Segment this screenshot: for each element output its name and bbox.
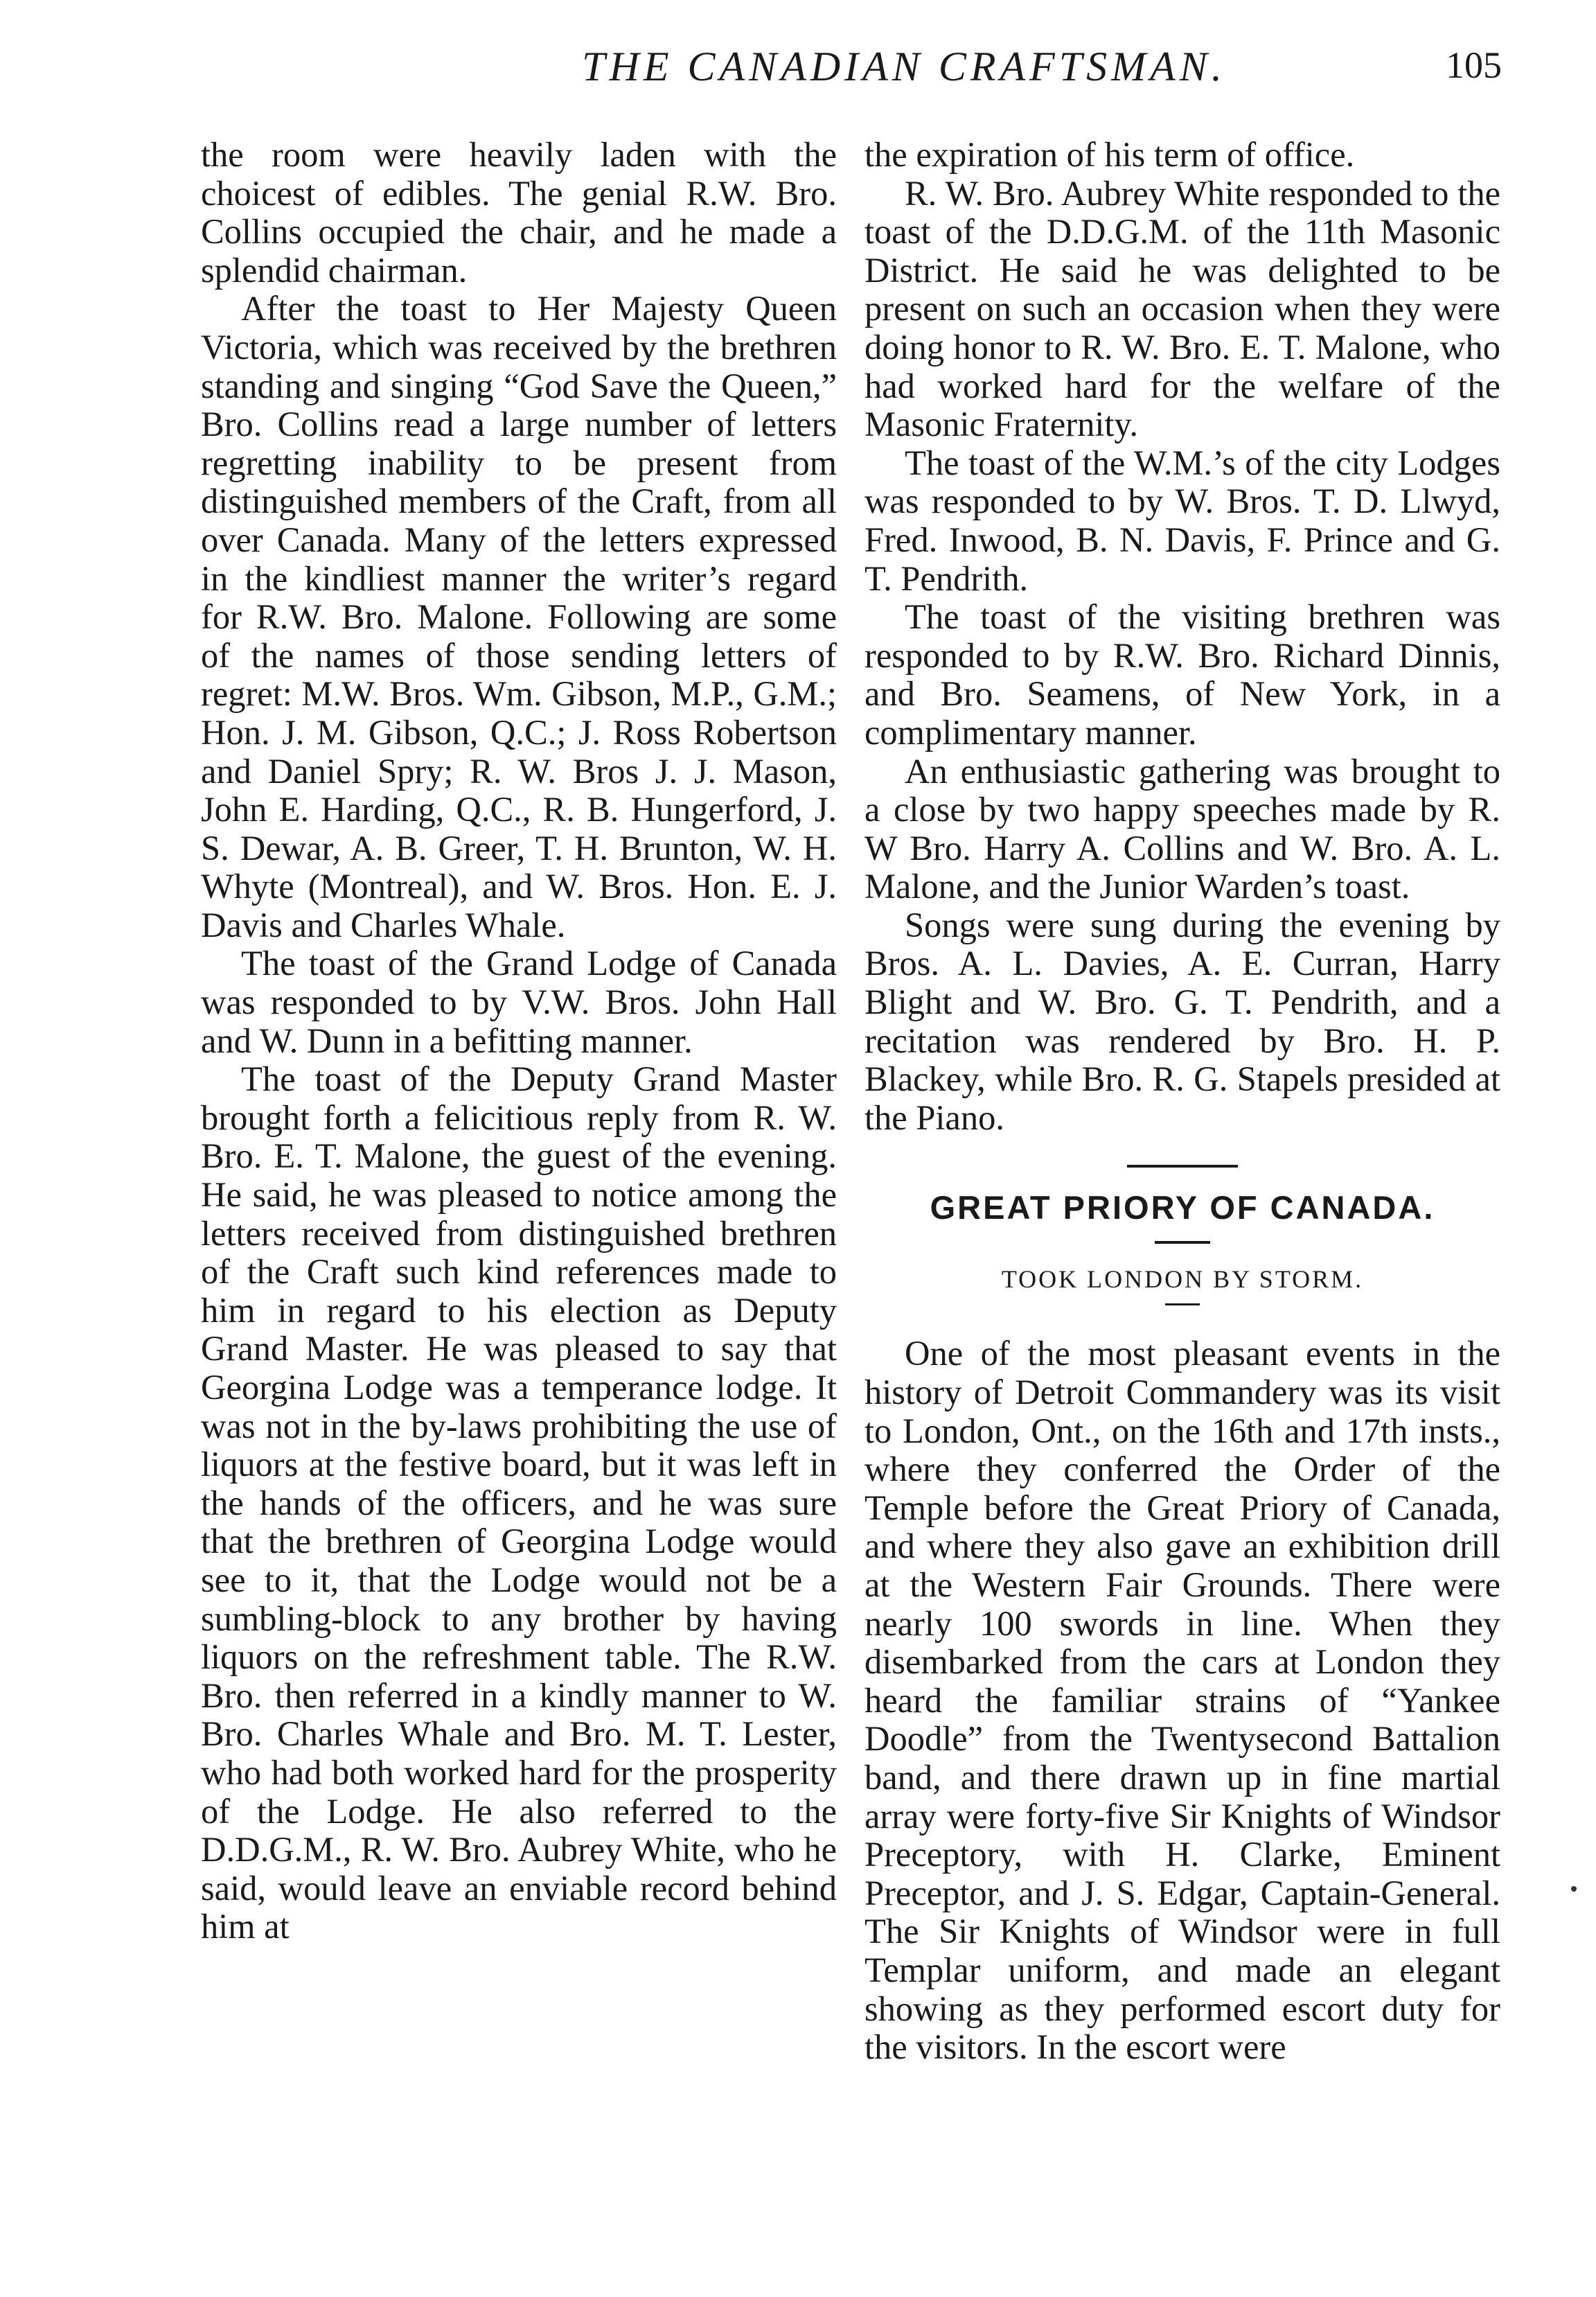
paragraph: After the toast to Her Majesty Queen Victoria, which was received by the brethren standing and singing “God Save the Queen,” Bro. Collins read a large number of letters regretting inability to be present from distinguished members of the Craft, from all over Canada. Many of the letters expressed in the kindliest manner the writer’s regard for R.W. Bro. Malone. Following are some of the names of those sending letters of regret: M.W. Bros. Wm. Gibson, M.P., G.M.; Hon. J. M. Gibson, Q.C.; J. Ross Robertson and Daniel Spry; R. W. Bros J. J. Mason, John E. Harding, Q.C., R. B. Hungerford, J. S. Dewar, A. B. Greer, T. H. Brunton, W. H. Whyte (Montreal), and W. Bros. Hon. E. J. Davis and Charles Whale.	[201, 289, 837, 944]
ink-dot	[1571, 1886, 1577, 1892]
paragraph: the expiration of his term of office.	[864, 135, 1355, 174]
paragraph: Songs were sung during the evening by Bros. A. L. Davies, A. E. Curran, Harry Blight and W. Bro. G. T. Pendrith, and a recitation was rendered by Bro. H. P. Blackey, while Bro. R. G. Stapels presided at the Piano.	[864, 905, 1500, 1137]
section-title: GREAT PRIORY OF CANADA.	[930, 1189, 1435, 1226]
subtitle: TOOK LONDON BY STORM.	[1001, 1265, 1364, 1294]
paragraph: R. W. Bro. Aubrey White responded to the toast of the D.D.G.M. of the 11th Masonic District. He said he was delighted to be present on such an occasion when they were doing honor to R. W. Bro. E. T. Malone, who had worked hard for the welfare of the Masonic Fraternity.	[864, 173, 1500, 444]
paragraph: The toast of the visiting brethren was responded to by R.W. Bro. Richard Dinnis, and Bro. Seamens, of New York, in a complimentary manner.	[864, 597, 1500, 752]
page-header	[0, 0, 1596, 125]
paragraph: The toast of the Deputy Grand Master brought forth a felicitious reply from R. W. Bro. E. T. Malone, the guest of the evening. He said, he was pleased to notice among the letters received from distinguished brethren of the Craft such kind references made to him in regard to his election as Deputy Grand Master. He was pleased to say that Georgina Lodge was a temperance lodge. It was not in the by-laws prohibiting the use of liquors at the festive board, but it was left in the hands of the officers, and he was sure that the brethren of Georgina Lodge would see to it, that the Lodge would not be a sumbling-block to any brother by having liquors on the refreshment table. The R.W. Bro. then referred in a kindly manner to W. Bro. Charles Whale and Bro. M. T. Lester, who had both worked hard for the prosperity of the Lodge. He also referred to the D.D.G.M., R. W. Bro. Aubrey White, who he said, would leave an enviable record behind him at	[201, 1059, 837, 1946]
paragraph: The toast of the Grand Lodge of Canada was responded to by V.W. Bros. John Hall and W. Dunn in a befitting manner.	[201, 944, 837, 1060]
paragraph: One of the most pleasant events in the history of Detroit Commandery was its visit to London, Ont., on the 16th and 17th insts., where they conferred the Order of the Temple before the Great Priory of Canada, and where they also gave an exhibition drill at the Western Fair Grounds. There were nearly 100 swords in line. When they disembarked from the cars at London they heard the familiar strains of “Yankee Doodle” from the Twentysecond Battalion band, and there drawn up in fine martial array were forty-five Sir Knights of Windsor Preceptory, with H. Clarke, Eminent Preceptor, and J. S. Edgar, Captain-General. The Sir Knights of Windsor were in full Templar uniform, and made an elegant showing as they performed escort duty for the visitors. In the escort were	[864, 1334, 1500, 2067]
paragraph: The toast of the W.M.’s of the city Lodges was responded to by W. Bros. T. D. Llwyd, Fred. Inwood, B. N. Davis, F. Prince and G. T. Pendrith.	[864, 443, 1500, 598]
right-column	[864, 136, 1500, 2067]
left-column	[201, 136, 837, 1946]
running-title: THE CANADIAN CRAFTSMAN.	[582, 44, 1226, 89]
page-number: 105	[1446, 44, 1502, 86]
paragraph: An enthusiastic gathering was brought to a close by two happy speeches made by R. W Bro. Harry A. Collins and W. Bro. A. L. Malone, and the Junior Warden’s toast.	[864, 751, 1500, 906]
paragraph: the room were heavily laden with the choicest of edibles. The genial R.W. Bro. Collins occupied the chair, and he made a splendid chairman.	[201, 135, 837, 290]
